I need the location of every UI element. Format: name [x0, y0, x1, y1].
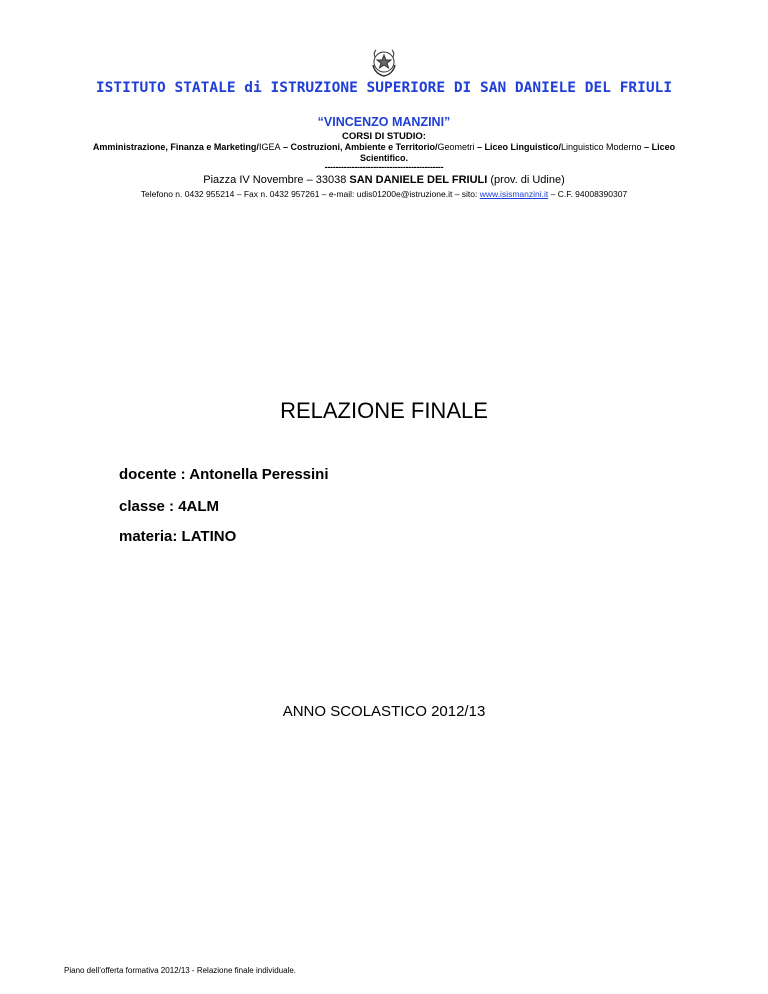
- courses-title: CORSI DI STUDIO:: [342, 131, 426, 142]
- address-street: Piazza IV Novembre – 33038: [203, 174, 350, 186]
- course-3-label: – Liceo Linguistico/: [474, 142, 562, 152]
- document-title: RELAZIONE FINALE: [280, 398, 488, 423]
- school-name: ISTITUTO STATALE di ISTRUZIONE SUPERIORE DI SAN DANIELE DEL FRIULI: [95, 80, 673, 96]
- teacher-line: docente : Antonella Peressini: [119, 466, 329, 483]
- course-1-label: Amministrazione, Finanza e Marketing/: [92, 142, 259, 152]
- italian-republic-emblem-icon: [370, 48, 398, 78]
- course-2-label: – Costruzioni, Ambiente e Territorio/: [280, 142, 438, 152]
- course-1-note: IGEA: [258, 142, 281, 152]
- school-subtitle: “VINCENZO MANZINI”: [317, 115, 451, 129]
- course-4-label: – Liceo Scientifico.: [359, 142, 676, 163]
- website-link[interactable]: www.isismanzini.it: [479, 189, 549, 199]
- class-line: classe : 4ALM: [119, 498, 220, 515]
- header-divider: --------------------------------------------: [324, 162, 444, 172]
- page-footer: Piano dell’offerta formativa 2012/13 - Relazione finale individuale.: [64, 966, 296, 975]
- subject-line: materia: LATINO: [119, 528, 237, 545]
- course-2-note: Geometri: [437, 142, 475, 152]
- school-contacts: [60, 189, 708, 199]
- address-province: (prov. di Udine): [487, 174, 565, 186]
- courses-list: [80, 142, 688, 164]
- school-year: ANNO SCOLASTICO 2012/13: [282, 703, 486, 720]
- school-address: [60, 174, 708, 187]
- contacts-tax-code: – C.F. 94008390307: [548, 189, 628, 199]
- course-3-note: Linguistico Moderno: [561, 142, 642, 152]
- address-town: SAN DANIELE DEL FRIULI: [349, 174, 488, 186]
- contacts-phone-email: Telefono n. 0432 955214 – Fax n. 0432 957261 – e-mail: udis01200e@istruzione.it – sito:: [140, 189, 480, 199]
